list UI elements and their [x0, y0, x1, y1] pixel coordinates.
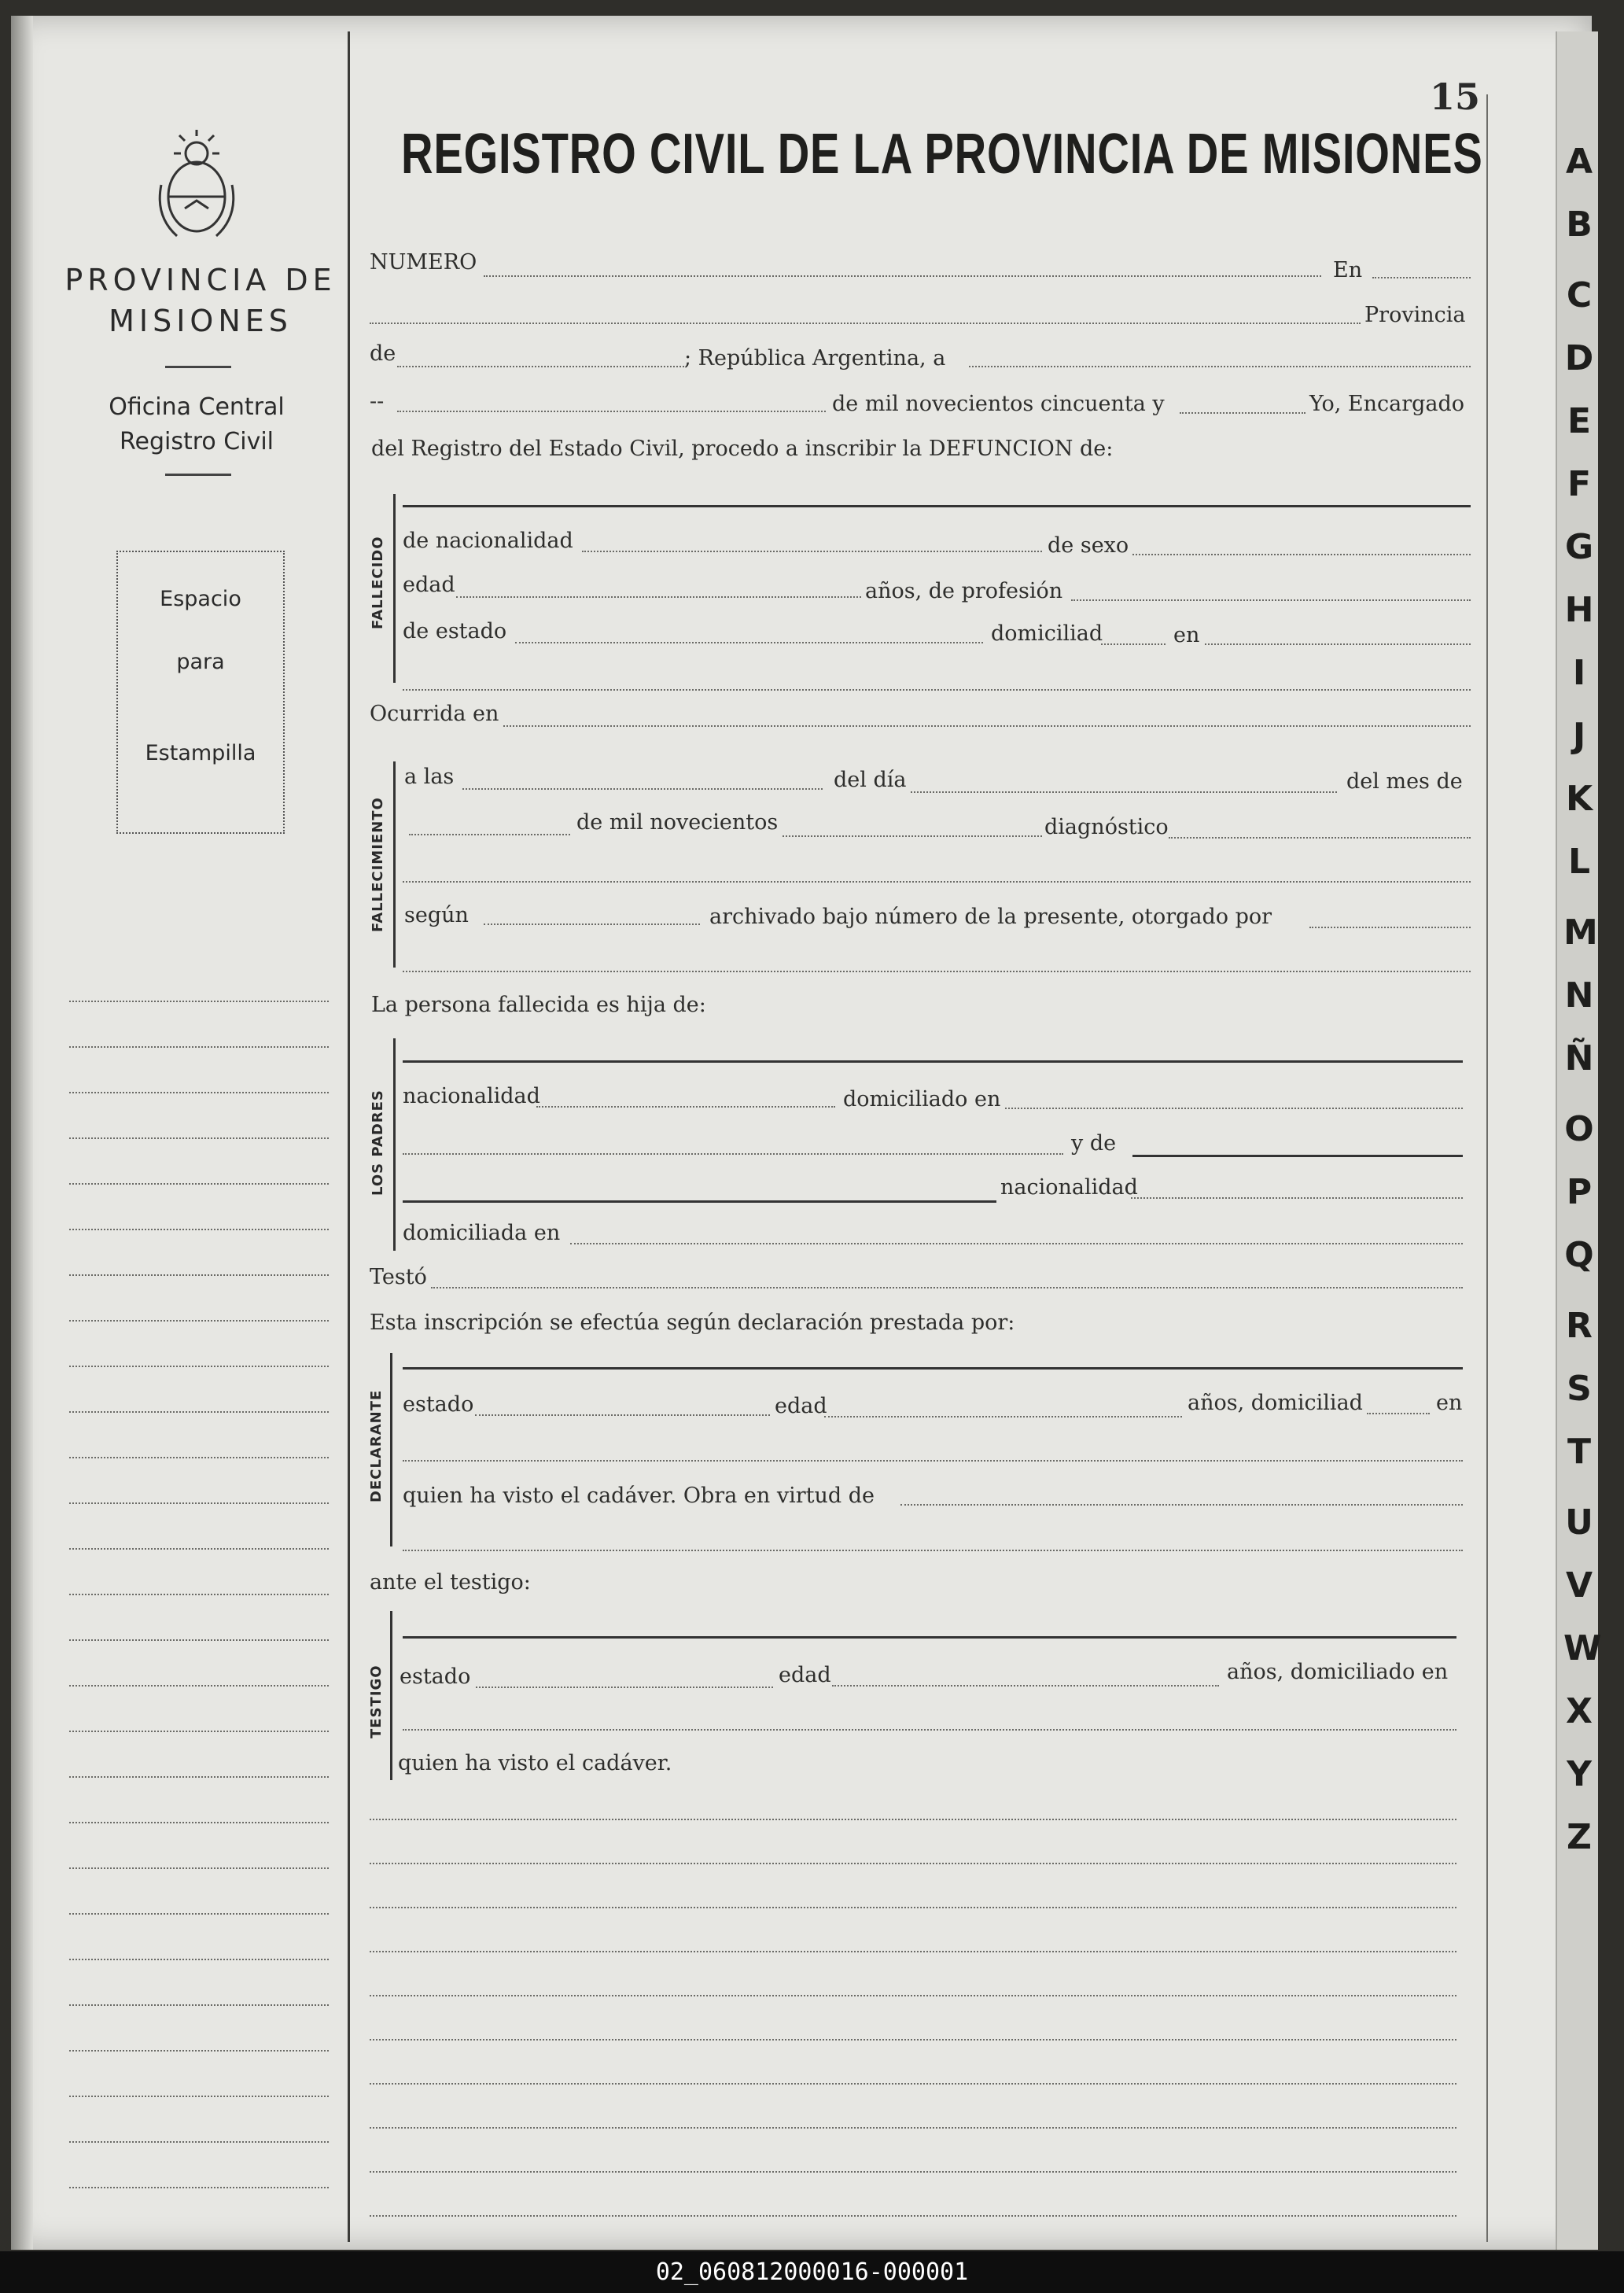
index-tab[interactable]: P [1566, 1172, 1593, 1212]
domiciliad-field[interactable] [1101, 643, 1166, 645]
margin-line [69, 2050, 329, 2052]
index-tab[interactable]: B [1566, 205, 1593, 245]
label-a-las: a las [404, 765, 455, 789]
madre-domicilio-field[interactable] [570, 1243, 1463, 1244]
margin-line [69, 1183, 329, 1185]
province-name-line2: MISIONES [109, 304, 293, 338]
index-tab[interactable]: H [1564, 590, 1594, 630]
madre-nacionalidad-field[interactable] [1131, 1197, 1463, 1199]
index-tab[interactable]: O [1564, 1109, 1594, 1149]
margin-line [69, 1959, 329, 1960]
notes-line[interactable] [370, 2039, 1456, 2040]
label-estado: de estado [403, 619, 507, 643]
margin-line [69, 1639, 329, 1641]
margin-line [69, 2004, 329, 2006]
label-numero: NUMERO [370, 250, 477, 275]
estado-field[interactable] [515, 642, 983, 643]
dia-field[interactable] [911, 791, 1337, 793]
index-tab[interactable]: F [1567, 464, 1592, 504]
label-en: En [1333, 258, 1363, 282]
label-declaracion: Esta inscripción se efectúa según declaración prestada por: [370, 1311, 1015, 1335]
margin-line [69, 1867, 329, 1869]
notes-line[interactable] [370, 1907, 1456, 1908]
notes-line[interactable] [370, 1995, 1456, 1996]
stamp-label-3: Estampilla [145, 741, 256, 765]
label-decl-edad: edad [775, 1394, 827, 1418]
index-tab[interactable]: G [1564, 527, 1594, 567]
margin-line [69, 1320, 329, 1322]
label-test-anos: años, domiciliado en [1227, 1660, 1449, 1684]
label-nacionalidad: de nacionalidad [403, 529, 573, 553]
margin-line [69, 1274, 329, 1276]
label-test-estado: estado [400, 1664, 471, 1689]
index-tab[interactable]: Q [1564, 1235, 1594, 1275]
index-tab[interactable]: Z [1567, 1817, 1592, 1857]
label-segun: según [404, 903, 469, 927]
label-del-dia: del día [834, 768, 907, 792]
separator [165, 366, 231, 368]
label-dash: -- [370, 389, 385, 414]
ocurrida-field[interactable] [503, 725, 1471, 727]
notes-line[interactable] [370, 1951, 1456, 1952]
padre-domicilio-field-2[interactable] [403, 1153, 1063, 1155]
otorgado-field[interactable] [1309, 927, 1471, 928]
index-tab[interactable]: D [1564, 338, 1594, 378]
label-diagnostico: diagnóstico [1044, 815, 1169, 839]
label-provincia: Provincia [1364, 303, 1466, 327]
page-title: REGISTRO CIVIL DE LA PROVINCIA DE MISIONES [401, 123, 1483, 186]
label-registro: del Registro del Estado Civil, procedo a inscribir la DEFUNCION de: [371, 437, 1114, 461]
testo-field[interactable] [431, 1287, 1463, 1288]
name-field[interactable] [403, 505, 1471, 507]
label-sexo: de sexo [1048, 533, 1129, 558]
margin-line [69, 1137, 329, 1139]
index-tab[interactable]: T [1567, 1432, 1591, 1472]
segun-field[interactable] [484, 923, 700, 925]
margin-line [69, 1594, 329, 1595]
margin-line [69, 1548, 329, 1550]
hora-field[interactable] [462, 788, 823, 790]
date-field[interactable] [969, 366, 1471, 367]
margin-line [69, 1411, 329, 1413]
page-binding-edge [11, 16, 33, 2250]
sexo-field[interactable] [1132, 554, 1471, 555]
en-field[interactable] [1372, 277, 1471, 278]
stamp-box [116, 551, 285, 834]
index-tab[interactable]: X [1566, 1691, 1593, 1731]
alphabet-index-tabs [1556, 31, 1602, 2250]
label-decl-cadaver: quien ha visto el cadáver. Obra en virtud de [403, 1484, 875, 1508]
decl-estado-field[interactable] [475, 1414, 770, 1416]
label-decl-estado: estado [403, 1392, 474, 1417]
index-tab[interactable]: A [1565, 142, 1593, 182]
margin-line [69, 2096, 329, 2097]
index-tab[interactable]: I [1572, 653, 1586, 693]
margin-line [69, 2187, 329, 2188]
de-field[interactable] [397, 366, 684, 367]
madre-nombre-field-2[interactable] [403, 1200, 996, 1203]
margin-line [69, 1731, 329, 1732]
label-mil: de mil novecientos cincuenta y [832, 392, 1165, 416]
label-de-mil: de mil novecientos [576, 810, 779, 835]
office-line1: Oficina Central [109, 393, 285, 421]
decl-virtud-field-2[interactable] [403, 1550, 1463, 1551]
notes-line[interactable] [370, 2127, 1456, 2129]
side-label-padres: LOS PADRES [370, 1089, 386, 1196]
index-tab[interactable]: C [1566, 275, 1593, 315]
label-y-de: y de [1071, 1131, 1117, 1156]
index-tab[interactable]: V [1565, 1565, 1593, 1605]
label-hija-de: La persona fallecida es hija de: [371, 993, 706, 1017]
margin-line [69, 1046, 329, 1048]
office-line2: Registro Civil [120, 428, 274, 455]
bracket [390, 1353, 400, 1546]
decl-domiciliad-field[interactable] [1367, 1413, 1430, 1414]
notes-line[interactable] [370, 2171, 1456, 2173]
notes-line[interactable] [370, 2215, 1456, 2217]
padre-nombre-field[interactable] [403, 1060, 1463, 1063]
edad-field[interactable] [456, 596, 861, 598]
label-del-mes: del mes de [1346, 769, 1463, 794]
stamp-label-1: Espacio [160, 587, 241, 611]
margin-line [69, 1001, 329, 1002]
index-tab[interactable]: R [1566, 1306, 1593, 1346]
index-tab[interactable]: U [1565, 1502, 1593, 1543]
anio-field[interactable] [783, 835, 1042, 837]
stamp-label-2: para [176, 650, 225, 674]
label-ante-testigo: ante el testigo: [370, 1570, 531, 1594]
label-anos-profesion: años, de profesión [865, 579, 1063, 603]
notes-line[interactable] [370, 2083, 1456, 2085]
image-id-footer: 02_060812000016-000001 [0, 2251, 1624, 2293]
label-yo: Yo, Encargado [1309, 392, 1465, 416]
margin-line [69, 1822, 329, 1823]
domicilio-field-2[interactable] [403, 689, 1471, 691]
label-madre-nacionalidad: nacionalidad [1000, 1175, 1138, 1200]
index-tab[interactable]: W [1563, 1628, 1602, 1668]
side-label-fallecido: FALLECIDO [370, 536, 386, 629]
index-tab[interactable]: M [1563, 912, 1598, 953]
location-field[interactable] [370, 323, 1361, 324]
margin-line [69, 1776, 329, 1778]
numero-field[interactable] [484, 275, 1321, 277]
index-tab[interactable]: L [1567, 842, 1591, 882]
right-margin-line [1486, 94, 1488, 2242]
day-field[interactable] [397, 411, 826, 412]
side-label-declarante: DECLARANTE [368, 1389, 385, 1502]
coat-of-arms-icon [153, 130, 240, 248]
page-number: 15 [1430, 76, 1481, 118]
label-domiciliada-en: domiciliada en [403, 1221, 561, 1245]
side-label-fallecimiento: FALLECIMIENTO [370, 797, 386, 932]
margin-line [69, 2141, 329, 2143]
margin-line [69, 1229, 329, 1230]
label-en-2: en [1173, 623, 1200, 647]
decl-edad-field[interactable] [824, 1416, 1182, 1417]
index-tab[interactable]: Ñ [1564, 1038, 1594, 1078]
bracket [393, 761, 403, 968]
nacionalidad-field[interactable] [582, 551, 1042, 552]
province-name-line1: PROVINCIA DE [64, 263, 337, 297]
test-estado-field[interactable] [476, 1687, 773, 1688]
padre-domicilio-field[interactable] [1005, 1108, 1463, 1109]
margin-line [69, 1457, 329, 1458]
test-edad-field[interactable] [832, 1685, 1219, 1687]
margin-line [69, 1092, 329, 1093]
diagnostico-field-2[interactable] [403, 881, 1471, 883]
margin-line [69, 1685, 329, 1687]
margin-divider [348, 31, 350, 2242]
margin-line [69, 1913, 329, 1915]
label-archivado: archivado bajo número de la presente, otorgado por [709, 905, 1272, 929]
index-tab[interactable]: S [1567, 1369, 1592, 1409]
diagnostico-field[interactable] [1169, 837, 1471, 839]
testigo-nombre-field[interactable] [403, 1636, 1456, 1639]
notes-line[interactable] [370, 1819, 1456, 1820]
label-decl-anos: años, domiciliad [1188, 1391, 1363, 1415]
label-testo: Testó [370, 1265, 427, 1289]
office-label [79, 390, 315, 459]
declarante-nombre-field[interactable] [403, 1367, 1463, 1370]
profesion-field[interactable] [1071, 599, 1471, 601]
label-domiciliado-en: domiciliado en [843, 1087, 1001, 1111]
madre-nombre-field[interactable] [1132, 1155, 1463, 1157]
test-domicilio-field[interactable] [403, 1729, 1456, 1731]
label-test-cadaver: quien ha visto el cadáver. [398, 1751, 672, 1775]
index-tab[interactable]: Y [1567, 1754, 1592, 1794]
separator [165, 474, 231, 476]
padre-nacionalidad-field[interactable] [536, 1106, 835, 1108]
notes-line[interactable] [370, 1863, 1456, 1864]
label-padre-nacionalidad: nacionalidad [403, 1084, 540, 1108]
mes-field[interactable] [409, 834, 570, 835]
margin-line [69, 1366, 329, 1367]
label-de: de [370, 341, 396, 366]
label-decl-en: en [1436, 1391, 1463, 1415]
decl-virtud-field[interactable] [900, 1504, 1463, 1506]
label-ocurrida: Ocurrida en [370, 702, 499, 726]
province-header [55, 260, 346, 341]
index-tab[interactable]: K [1565, 779, 1593, 819]
index-tab[interactable]: J [1572, 716, 1586, 756]
label-test-edad: edad [779, 1663, 831, 1687]
decl-domicilio-field[interactable] [403, 1460, 1463, 1462]
label-republica: ; República Argentina, a [684, 346, 946, 370]
index-tab[interactable]: E [1567, 401, 1592, 441]
side-label-testigo: TESTIGO [368, 1664, 385, 1738]
year-field[interactable] [1180, 412, 1305, 414]
label-domiciliad: domiciliad [991, 621, 1103, 646]
label-edad: edad [403, 573, 455, 597]
index-tab[interactable]: N [1564, 975, 1594, 1016]
margin-line [69, 1502, 329, 1504]
domicilio-field[interactable] [1205, 643, 1471, 645]
bracket [393, 1038, 403, 1251]
otorgado-field-2[interactable] [403, 971, 1471, 972]
